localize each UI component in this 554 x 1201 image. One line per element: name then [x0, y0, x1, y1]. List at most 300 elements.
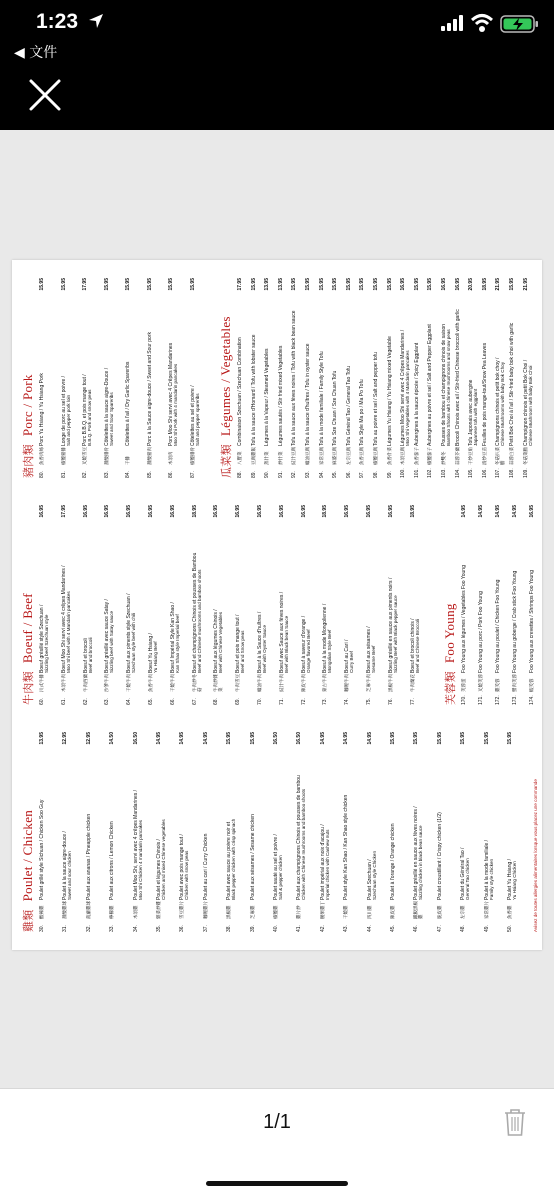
- item-name-en: Beef and broccoli: [87, 637, 93, 673]
- menu-item: [193, 505, 202, 705]
- item-name-zh: 豆腐雞飯: [251, 447, 257, 465]
- item-number: 50.: [507, 925, 513, 932]
- item-price: 15.95: [345, 278, 352, 291]
- item-price: 15.95: [249, 732, 256, 745]
- item-name: Poulet aux ananas / Pineapple chicken: [85, 813, 92, 900]
- item-name-zh: 左宗豆腐: [346, 447, 352, 465]
- item-name-en: Mongolian Style Beef: [327, 629, 333, 673]
- menu-item: [204, 732, 213, 932]
- menu-item: [401, 278, 410, 478]
- item-name: Foo Young aux légumes / Vegetables Foo Young: [461, 565, 467, 673]
- menu-item: [157, 732, 166, 932]
- item-number: 48.: [460, 925, 467, 932]
- item-number: 173.: [512, 695, 518, 705]
- item-name-zh: 麻婆豆腐: [333, 447, 339, 465]
- close-icon[interactable]: [28, 78, 62, 112]
- item-name-zh: 木須牛肉: [61, 674, 67, 692]
- item-name: Tofu Général Tao / General Tao Tofu: [345, 365, 352, 446]
- item-number: 72.: [300, 698, 307, 705]
- menu-item: [265, 278, 274, 478]
- item-price: 14.95: [478, 505, 484, 518]
- item-price: 16.95: [366, 505, 372, 518]
- item-number: 69.: [235, 698, 242, 705]
- item-price: 15.95: [413, 732, 420, 745]
- item-name-en: Chinese Mushrooms with baby Bok Choy: [500, 361, 506, 446]
- item-name-en: B.B.Q. Pork and snow peas: [87, 389, 92, 446]
- item-name: Boeuf aux piments style Szechuan /: [126, 593, 133, 673]
- item-price: 15.95: [436, 732, 443, 745]
- item-name-zh: 蟹肉芙蓉: [513, 674, 518, 692]
- item-number: 93.: [305, 471, 311, 478]
- item-name-zh: 川式牛排: [40, 674, 45, 692]
- item-price: 21.95: [522, 278, 529, 291]
- menu-column-middle: [12, 505, 542, 705]
- item-name-zh: 魚香肉絲: [40, 447, 45, 465]
- item-number: 172.: [495, 695, 501, 705]
- item-number: 37.: [202, 925, 209, 932]
- item-name: Foo Young au goberge / Crab stick Foo Young: [512, 570, 518, 673]
- item-name-zh: 清炒豆苗: [482, 447, 488, 465]
- menu-item: [63, 732, 72, 932]
- menu-item: [238, 278, 247, 478]
- item-name-en: Moo Shi beef with 4 Mandarin pancakes: [65, 591, 71, 673]
- menu-item: [524, 278, 533, 478]
- section-title-label: Porc / Pork: [20, 374, 35, 437]
- menu-item: [461, 732, 470, 932]
- item-number: 35.: [156, 925, 162, 932]
- item-name: Tofu Sze Chuan / Sze Chuan Tofu: [332, 370, 339, 446]
- item-name: Tofu Japonais avec aubergine: [468, 379, 475, 446]
- item-name-zh: 檸檬雞: [110, 905, 116, 919]
- menu-item: [479, 505, 488, 705]
- section-title-fooyoung: [442, 603, 458, 705]
- menu-page-content: [12, 260, 542, 950]
- item-number: 82.: [82, 471, 88, 478]
- item-number: 107.: [495, 468, 502, 478]
- menu-item: [510, 278, 519, 478]
- section-title-beef: [20, 593, 36, 705]
- item-name: Poulet à l'orange / Orange chicken: [390, 823, 396, 900]
- item-name-zh: 雞片炒: [297, 905, 303, 919]
- item-name-zh: 沙爹牛肉: [105, 674, 111, 692]
- item-name: Champignons chinois et petit bok choy /: [495, 357, 502, 446]
- item-price: 16.95: [387, 505, 394, 518]
- back-to-files-link[interactable]: ◀ 文件: [14, 45, 58, 61]
- item-name: Combinaison Szechuan / Szechuan Combination: [237, 337, 243, 446]
- item-name-zh: 魚香茄子: [414, 447, 420, 465]
- item-name: Tofu au poivre et sel / Salt and pepper tofu: [373, 352, 379, 446]
- menu-item: [321, 732, 330, 932]
- item-price: 16.95: [235, 505, 242, 518]
- menu-item: [344, 732, 353, 932]
- item-name-zh: 椒鹽排骨: [190, 447, 196, 465]
- item-number: 71.: [278, 698, 285, 705]
- menu-column-left: [12, 732, 542, 932]
- item-price: 14.95: [461, 505, 467, 518]
- item-name-zh: 椒鹽茄子: [428, 447, 434, 465]
- item-number: 106.: [481, 468, 488, 478]
- item-price: 18.95: [409, 505, 416, 518]
- item-name-en: Beef and Snow peas: [240, 630, 246, 673]
- item-name: Boeuf à la mode Mongolienne /: [322, 603, 329, 673]
- item-name-en: Sizzling beef Szechuan style: [44, 614, 49, 673]
- item-name-zh: 豉汁牛肉: [279, 674, 285, 692]
- location-arrow-icon: [88, 13, 104, 29]
- item-number: 45.: [390, 925, 396, 932]
- item-number: 67.: [191, 698, 198, 705]
- menu-item: [258, 505, 267, 705]
- item-number: 68.: [213, 698, 220, 705]
- item-name-zh: 左宗雞: [461, 905, 467, 919]
- item-name: Feuilles de pois mange-tout/Snow Pea Leaves: [481, 342, 488, 446]
- item-number: 96.: [345, 471, 352, 478]
- item-name-zh: 椒鹽雞: [274, 905, 279, 919]
- item-name-en: Sesame Beef: [371, 645, 376, 673]
- item-number: 63.: [104, 698, 111, 705]
- menu-item: [236, 505, 245, 705]
- item-name: Légumes Moo Shi servi avec 4 Crêpes Mandarines /: [400, 329, 407, 446]
- item-name: Boeuf Moo Shi servi avec 4 crêpes Mandarines /: [60, 565, 67, 673]
- item-number: 174.: [529, 695, 535, 705]
- menu-item: [508, 732, 517, 932]
- menu-item: [347, 278, 356, 478]
- item-number: 105.: [468, 468, 475, 478]
- item-number: 76.: [387, 698, 394, 705]
- item-name-en: Salt and pepper spareribs: [194, 393, 200, 446]
- item-name-en: Sizzling beef with Satay sauce: [109, 610, 115, 673]
- menu-item: [389, 505, 398, 705]
- menu-item: [415, 278, 424, 478]
- item-price: 16.95: [441, 278, 447, 291]
- item-name-zh: 牛肉蘭花: [410, 674, 416, 692]
- item-price: 16.95: [300, 505, 307, 518]
- item-name-en: Sweet and sour chicken: [67, 851, 73, 900]
- item-number: 30.: [39, 925, 45, 932]
- item-name: Côtelettes à l'ail / Dry Garlic Spareribs: [125, 361, 131, 446]
- item-name: Poulet à la sauce aigre-douce /: [62, 831, 69, 900]
- item-name-zh: 陳皮雞: [391, 905, 396, 919]
- item-name: Légumes à la Vapeur / Steamed Vegetables: [264, 348, 271, 446]
- item-price: 16.95: [454, 278, 461, 291]
- item-name: Boeuf et brocoli chinois /: [409, 618, 416, 673]
- top-bar: [0, 0, 554, 130]
- menu-item: [191, 278, 200, 478]
- item-number: 66.: [169, 698, 176, 705]
- item-price: 15.95: [103, 278, 110, 291]
- item-name-zh: 家常雞片: [484, 901, 490, 919]
- item-name: Boeuf Impérial Style Kan Shao /: [169, 602, 176, 673]
- item-price: 14.95: [156, 732, 162, 745]
- item-number: 80.: [39, 471, 45, 478]
- item-name: Champignon chinois et petit Bok Choi /: [522, 359, 529, 446]
- item-name: Porc Yu Hsiang / Yu Hsiang Pork: [39, 373, 45, 446]
- item-name-zh: 木須雞: [133, 905, 139, 919]
- home-indicator: [206, 1181, 348, 1186]
- item-name-zh: 蝦芙蓉: [530, 678, 535, 692]
- item-name-zh: 牛肉西蘭: [83, 674, 89, 692]
- item-number: 73.: [322, 698, 329, 705]
- item-name-zh: 陳皮牛肉: [301, 674, 307, 692]
- item-price: 13.95: [264, 278, 271, 291]
- menu-item: [105, 505, 114, 705]
- item-name-zh: 叉燒雪豆: [83, 447, 88, 465]
- menu-item: [149, 505, 158, 705]
- menu-item: [279, 278, 288, 478]
- item-name-zh: 菠蘿雞球: [86, 901, 92, 919]
- item-name-en: Sizzling chicken in black bean sauce: [418, 825, 424, 900]
- menu-item: [374, 278, 383, 478]
- item-name: Tofu à la mode familiale / Family Style Tofu: [318, 351, 325, 446]
- item-name: Boeuf aux légumes Chinois /: [213, 609, 220, 673]
- item-price: 15.95: [413, 278, 420, 291]
- item-price: 17.95: [82, 278, 88, 291]
- menu-item: [485, 732, 494, 932]
- item-name-en: Chicken and mixed Chinese vegetables: [161, 819, 166, 900]
- item-name-en: Curry Beef: [349, 651, 355, 673]
- item-name: Tofu à la sauce aux fèves noires / Tofu with black bean sauce: [291, 310, 298, 446]
- menu-item: [360, 278, 369, 478]
- menu-item: [438, 732, 447, 932]
- item-name: Foo Young au porc / Pork Foo Young: [478, 591, 484, 673]
- item-number: 49.: [483, 925, 490, 932]
- item-name-zh: 牛肉炒雜菜: [214, 674, 225, 692]
- item-price: 15.95: [460, 732, 467, 745]
- item-name: Poulet aux champignons Chinois et pousses de bambou: [296, 775, 303, 900]
- item-number: 32.: [85, 925, 92, 932]
- menu-item: [40, 732, 49, 932]
- item-name-zh: 黑椒雞: [227, 905, 233, 919]
- item-number: 102.: [427, 468, 434, 478]
- menu-item: [292, 278, 301, 478]
- menu-item: [414, 732, 423, 932]
- item-name: Longe de porc au sel et poivre /: [60, 375, 67, 446]
- item-price: 14.95: [495, 505, 501, 518]
- item-number: 46.: [413, 925, 420, 932]
- item-name-en: General Tao chicken: [465, 858, 471, 900]
- menu-item: [62, 505, 71, 705]
- item-price: 16.95: [529, 505, 535, 518]
- item-name-zh: 雜菜炒雞: [157, 901, 162, 919]
- item-number: 34.: [132, 925, 139, 932]
- item-number: 94.: [318, 471, 325, 478]
- menu-item: [411, 505, 420, 705]
- item-price: 12.95: [62, 732, 69, 745]
- item-name: Boeuf et pois mange tout /: [235, 614, 242, 673]
- item-name-zh: 牛肉雪豆: [236, 674, 242, 692]
- item-name: Brocoli Chinois avec ail / Stir-fried Chinese broccoli with garlic: [454, 309, 461, 446]
- item-price: 15.95: [146, 278, 153, 291]
- section-title-zh: 豬肉類: [22, 444, 35, 478]
- trash-icon[interactable]: [503, 1107, 527, 1137]
- item-name: Poulet Moo Shi, servi avec 4 crêpes Mandarines /: [132, 789, 139, 900]
- item-name: Côtelettes au sel et poivre /: [189, 385, 196, 446]
- item-price: 16.95: [257, 505, 263, 518]
- section-title-label: Poulet / Chicken: [20, 809, 35, 902]
- item-name: Porc B.B.Q. et pois mange tout /: [82, 374, 88, 446]
- menu-item: [227, 732, 236, 932]
- menu-page: [12, 260, 542, 950]
- document-viewer[interactable]: [0, 130, 554, 1088]
- item-name: Légumes sautés / Stir fried mixed Vegetables: [277, 345, 284, 446]
- item-name: Poulet aux sésames / Sesame chicken: [249, 814, 256, 900]
- item-price: 15.95: [507, 732, 513, 745]
- item-name-zh: 黑椒牛肉: [388, 674, 394, 692]
- item-name: Aubergines au poivre et sel / Salt and Pepper Eggplant: [427, 324, 434, 446]
- item-name: Poulet grillé style Sichuan / Chicken Soo Guy: [39, 799, 45, 900]
- item-name: Boeuf au Cari /: [344, 639, 351, 673]
- item-name: Poulet à la mode familiale /: [483, 839, 490, 900]
- item-number: 98.: [373, 471, 379, 478]
- item-name: Boeuf grésillé avec sauce Satay /: [104, 599, 111, 673]
- item-name-en: Sizzling Beef with Black pepper sauce: [392, 595, 398, 673]
- menu-item: [333, 278, 342, 478]
- item-price: 16.95: [400, 278, 407, 291]
- item-name-zh: 木須肉: [169, 451, 174, 465]
- menu-item: [469, 278, 478, 478]
- section-title-label: Boeuf / Beef: [20, 593, 35, 664]
- item-price: 15.95: [386, 278, 393, 291]
- item-number: 81.: [60, 471, 67, 478]
- item-number: 42.: [319, 925, 326, 932]
- item-price: 15.95: [318, 278, 325, 291]
- section-title-label: Légumes / Vegetables: [218, 316, 233, 437]
- menu-item: [483, 278, 492, 478]
- item-name-zh: 炒什菜: [278, 451, 284, 465]
- item-name: Tofu Style Ma po / Ma Po Tofu: [359, 379, 366, 446]
- item-number: 43.: [343, 925, 350, 932]
- item-number: 84.: [125, 471, 131, 478]
- item-name: Poulet croustillant / Crispy chicken (1/2): [436, 812, 443, 900]
- item-name: Poulet et légumes Chinois /: [156, 839, 162, 900]
- item-name: Poulet Szechuan /: [366, 859, 373, 900]
- item-number: 39.: [249, 925, 256, 932]
- item-name-zh: 甜酸雞球: [63, 901, 69, 919]
- item-price: 16.50: [132, 732, 139, 745]
- item-name: Poulet impérial aux noix d'acajou /: [319, 824, 326, 900]
- item-name-zh: 甜酸排骨: [104, 447, 110, 465]
- item-name: Petit Bok Choi à l'ail / Stir-fried baby bok choi with garlic: [509, 322, 515, 446]
- item-name: Poulet Yu Hsiang /: [507, 858, 513, 900]
- item-price: 15.95: [332, 278, 339, 291]
- item-name: Boeuf aux sésames /: [366, 626, 372, 673]
- section-title-label: Foo Young: [442, 603, 457, 664]
- section-title-zh: 雞類: [22, 909, 35, 932]
- item-name-en: Beef and Chinese Broccoli: [414, 618, 420, 673]
- menu-item: [388, 278, 397, 478]
- item-price: 15.95: [189, 278, 196, 291]
- item-number: 95.: [332, 471, 339, 478]
- item-name: Porc à la Sauce aigre-douce / Sweet and Sour pork: [146, 332, 153, 446]
- item-number: 86.: [168, 471, 174, 478]
- item-name: Boeuf grésillé style Szechuan /: [39, 604, 45, 673]
- item-number: 89.: [250, 471, 257, 478]
- section-title-zh: 牛肉類: [22, 671, 35, 705]
- wifi-icon: [470, 13, 494, 33]
- item-number: 109.: [522, 468, 529, 478]
- item-name-zh: 干排: [126, 456, 131, 465]
- menu-item: [320, 278, 329, 478]
- item-name-zh: 叉燒芙蓉: [479, 674, 484, 692]
- menu-item: [367, 505, 376, 705]
- item-number: 60.: [39, 698, 45, 705]
- item-price: 17.95: [60, 505, 67, 518]
- item-price: 16.95: [344, 505, 351, 518]
- item-name-zh: 魚香牛肉: [149, 674, 154, 692]
- item-price: 16.50: [273, 732, 279, 745]
- item-name-zh: 芝麻雞: [250, 905, 256, 919]
- menu-item: [180, 732, 189, 932]
- item-number: 101.: [413, 468, 420, 478]
- item-name-zh: 家常豆腐: [319, 447, 325, 465]
- item-name-en: Moo Shi Pork with 4 mandarin pancakes: [173, 363, 178, 446]
- item-price: 15.95: [509, 278, 515, 291]
- menu-item: [391, 732, 400, 932]
- menu-item: [134, 732, 143, 932]
- menu-item: [513, 505, 522, 705]
- menu-item: [442, 278, 451, 478]
- item-price: 16.95: [213, 505, 220, 518]
- status-time: 1:23: [36, 10, 79, 33]
- item-name-en: Bamboo Shoots with chinese mushrooms and snow peas: [446, 329, 451, 446]
- item-name-en: Chinese Mushroom with baby Bok Choi: [527, 365, 533, 446]
- item-name-en: Sweet and Sour Spareribs: [108, 392, 114, 446]
- menu-item: [126, 278, 135, 478]
- item-name-en: Beef with Oyster Sauce: [262, 624, 267, 673]
- item-name-zh: 咖喱牛肉: [345, 674, 351, 692]
- menu-item: [496, 505, 505, 705]
- item-name-en: Orange flavored Beef: [305, 629, 311, 673]
- item-price: 18.95: [322, 505, 329, 518]
- menu-item: [214, 505, 223, 705]
- item-number: 74.: [344, 698, 351, 705]
- item-number: 47.: [436, 925, 443, 932]
- item-name-zh: 芙蓉蛋: [462, 678, 467, 692]
- item-price: 14.95: [319, 732, 326, 745]
- section-title-zh: 瓜菜類: [220, 444, 233, 478]
- item-number: 104.: [454, 468, 461, 478]
- menu-item: [110, 732, 119, 932]
- item-name: Foo Young aux crevettes / Shrimps Foo Young: [529, 570, 535, 673]
- menu-item: [148, 278, 157, 478]
- item-price: 16.95: [82, 505, 89, 518]
- item-price: 15.95: [250, 278, 257, 291]
- item-price: 14.50: [109, 732, 116, 745]
- item-name-zh: 蠔油豆腐: [306, 447, 311, 465]
- item-name-en: Imperial chicken with Cashew nuts: [324, 829, 330, 900]
- item-price: 15.95: [483, 732, 490, 745]
- item-name-en: Salt and pepper pork loin: [65, 394, 71, 446]
- menu-item: [127, 505, 136, 705]
- menu-item: [496, 278, 505, 478]
- item-price: 15.95: [226, 732, 233, 745]
- menu-item: [169, 278, 178, 478]
- item-number: 88.: [237, 471, 243, 478]
- item-number: 31.: [62, 925, 69, 932]
- item-number: 170.: [461, 695, 467, 705]
- item-number: 99.: [386, 471, 393, 478]
- item-number: 61.: [60, 698, 67, 705]
- item-number: 108.: [509, 468, 515, 478]
- item-name-zh: 魚香豆腐: [360, 447, 366, 465]
- item-name-zh: 芝麻牛肉: [367, 674, 372, 692]
- section-title-vegetables: [218, 316, 234, 478]
- item-name: Poulet sauté au sel et poivre /: [273, 834, 279, 900]
- allergy-note: Avisez de toutes allergies alimentaires lorsque vous placez une commande: [533, 779, 539, 932]
- item-number: 103.: [441, 468, 447, 478]
- item-price: 15.95: [60, 278, 67, 291]
- item-number: 41.: [296, 925, 303, 932]
- item-name-zh: 魚香雞: [508, 905, 513, 919]
